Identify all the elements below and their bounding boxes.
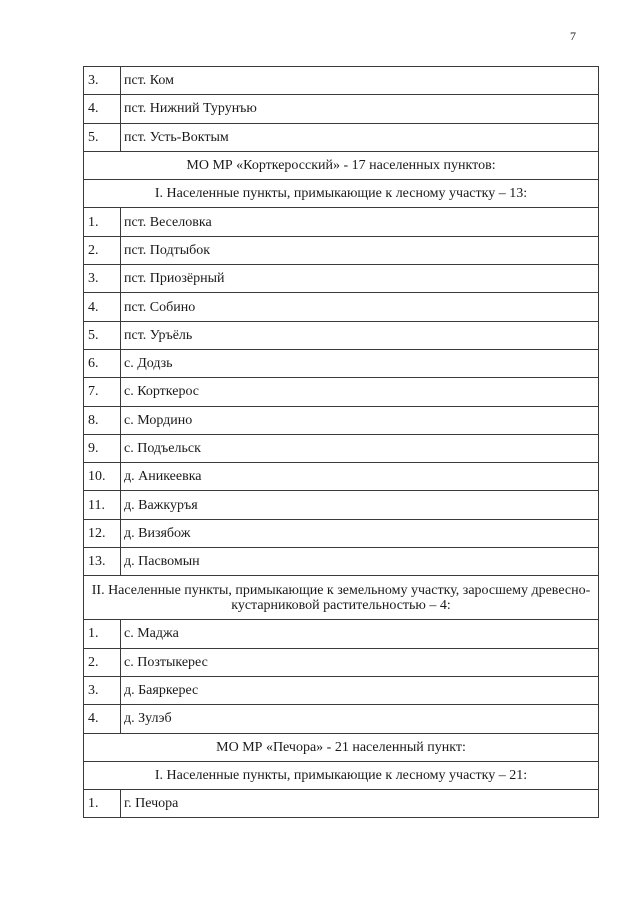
settlement-name: с. Подъельск bbox=[121, 434, 599, 462]
settlement-name: пст. Собино bbox=[121, 293, 599, 321]
settlement-name: д. Визябож bbox=[121, 519, 599, 547]
row-number: 1. bbox=[84, 620, 121, 648]
table-row bbox=[84, 463, 599, 491]
row-number: 9. bbox=[84, 434, 121, 462]
table-row bbox=[84, 378, 599, 406]
settlement-name: с. Додзь bbox=[121, 349, 599, 377]
settlement-name: д. Пасвомын bbox=[121, 548, 599, 576]
settlement-name: пст. Приозёрный bbox=[121, 265, 599, 293]
row-number: 13. bbox=[84, 548, 121, 576]
row-number: 3. bbox=[84, 67, 121, 95]
settlement-name: д. Аникеевка bbox=[121, 463, 599, 491]
category-header: II. Населенные пункты, примыкающие к земельному участку, заросшему древесно-кустарниковой растительностью – 4: bbox=[84, 576, 599, 620]
settlement-name: с. Позтыкерес bbox=[121, 648, 599, 676]
settlement-name: с. Маджа bbox=[121, 620, 599, 648]
page-number: 7 bbox=[570, 29, 576, 43]
table-row bbox=[84, 790, 599, 818]
section-header-row bbox=[84, 761, 599, 789]
settlement-name: пст. Подтыбок bbox=[121, 236, 599, 264]
row-number: 4. bbox=[84, 705, 121, 733]
table-row bbox=[84, 519, 599, 547]
table-row bbox=[84, 548, 599, 576]
settlement-name: пст. Веселовка bbox=[121, 208, 599, 236]
table-row bbox=[84, 236, 599, 264]
table-row bbox=[84, 406, 599, 434]
row-number: 1. bbox=[84, 790, 121, 818]
table-row bbox=[84, 208, 599, 236]
section-header-row bbox=[84, 151, 599, 179]
row-number: 5. bbox=[84, 321, 121, 349]
row-number: 3. bbox=[84, 265, 121, 293]
row-number: 2. bbox=[84, 236, 121, 264]
category-header: I. Населенные пункты, примыкающие к лесному участку – 13: bbox=[84, 180, 599, 208]
table-row bbox=[84, 491, 599, 519]
settlement-name: пст. Уръёль bbox=[121, 321, 599, 349]
row-number: 5. bbox=[84, 123, 121, 151]
table-row bbox=[84, 434, 599, 462]
settlement-name: г. Печора bbox=[121, 790, 599, 818]
table-row bbox=[84, 705, 599, 733]
table-row bbox=[84, 293, 599, 321]
settlement-name: с. Корткерос bbox=[121, 378, 599, 406]
row-number: 12. bbox=[84, 519, 121, 547]
table-row bbox=[84, 648, 599, 676]
settlement-name: д. Важкуръя bbox=[121, 491, 599, 519]
table-row bbox=[84, 321, 599, 349]
settlement-name: д. Баяркерес bbox=[121, 676, 599, 704]
district-header: МО МР «Печора» - 21 населенный пункт: bbox=[84, 733, 599, 761]
table-row bbox=[84, 620, 599, 648]
settlement-name: пст. Ком bbox=[121, 67, 599, 95]
settlements-table bbox=[83, 66, 599, 818]
table-row bbox=[84, 123, 599, 151]
settlement-name: пст. Усть-Воктым bbox=[121, 123, 599, 151]
section-header-row bbox=[84, 180, 599, 208]
row-number: 8. bbox=[84, 406, 121, 434]
settlement-name: д. Зулэб bbox=[121, 705, 599, 733]
settlement-name: с. Мордино bbox=[121, 406, 599, 434]
row-number: 2. bbox=[84, 648, 121, 676]
category-header: I. Населенные пункты, примыкающие к лесному участку – 21: bbox=[84, 761, 599, 789]
row-number: 4. bbox=[84, 95, 121, 123]
row-number: 4. bbox=[84, 293, 121, 321]
table-row bbox=[84, 676, 599, 704]
section-header-row bbox=[84, 576, 599, 620]
row-number: 7. bbox=[84, 378, 121, 406]
row-number: 11. bbox=[84, 491, 121, 519]
row-number: 1. bbox=[84, 208, 121, 236]
row-number: 10. bbox=[84, 463, 121, 491]
table-row bbox=[84, 265, 599, 293]
settlement-name: пст. Нижний Турунъю bbox=[121, 95, 599, 123]
row-number: 6. bbox=[84, 349, 121, 377]
section-header-row bbox=[84, 733, 599, 761]
row-number: 3. bbox=[84, 676, 121, 704]
table-row bbox=[84, 349, 599, 377]
table-row bbox=[84, 95, 599, 123]
table-row bbox=[84, 67, 599, 95]
district-header: МО МР «Корткеросский» - 17 населенных пунктов: bbox=[84, 151, 599, 179]
